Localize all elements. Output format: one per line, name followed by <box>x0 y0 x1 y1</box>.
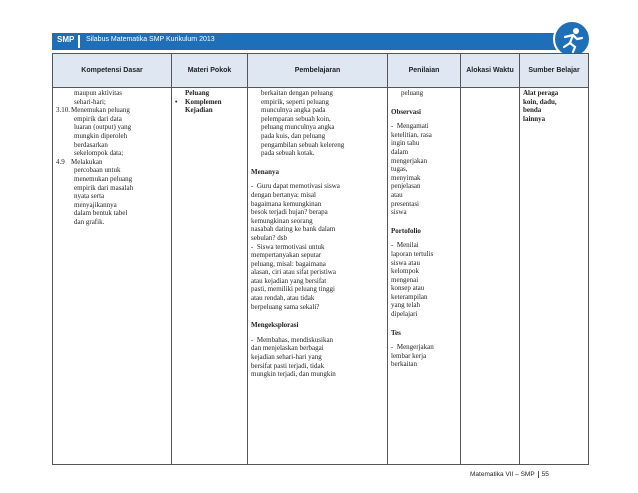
text-line: menemukan peluang <box>74 174 133 183</box>
dash-marker: - <box>391 122 397 131</box>
text-line: empirik dari masalah <box>74 183 134 192</box>
footer-text: Matematika VII – SMP <box>470 471 535 479</box>
text-line: ingin tahu <box>391 139 420 148</box>
menanya-item <box>251 182 384 242</box>
text-line: Menilai <box>396 241 419 250</box>
text-line: berkaitan <box>391 360 418 369</box>
text-line: ketelitian, rasa <box>391 130 432 139</box>
dash-marker: - <box>391 241 397 250</box>
header-title: Silabus Matematika SMP Kurikulum 2013 <box>86 36 215 43</box>
sumber-cell <box>520 88 589 465</box>
materi-item: Kejadian <box>185 106 213 115</box>
text-line: Membahas, mendiskusikan <box>256 335 334 344</box>
text-line: Mengerjakan <box>396 343 434 352</box>
text-line: lembar kerja <box>391 351 427 360</box>
col-header-pembelajaran: Pembelajaran <box>248 54 388 88</box>
materi-item: • Komplemen <box>175 97 222 106</box>
text-line: peluang, misal: bagaimana <box>251 259 326 268</box>
text-line: siswa <box>391 208 407 217</box>
footer <box>470 471 549 478</box>
header-badge: SMP <box>57 35 75 44</box>
text-line: Mengamati <box>396 122 429 131</box>
observasi-list <box>391 122 457 217</box>
text-line: empirik, seperti peluang <box>261 97 329 106</box>
bullet-icon: • <box>175 97 178 106</box>
col-header-penilaian: Penilaian <box>388 54 461 88</box>
col-header-kompetensi: Kompetensi Dasar <box>53 54 172 88</box>
text-line: kelompok <box>391 267 419 276</box>
text-line: 3.10.Menemukan peluang <box>56 106 130 115</box>
text-line: siswa atau <box>391 258 420 267</box>
text-line: nyata serta <box>74 192 105 201</box>
table-row <box>53 88 589 465</box>
text-line: presentasi <box>391 199 419 208</box>
text-line: bagaimana kemungkinan <box>251 199 322 208</box>
pembelajaran-intro <box>251 89 384 158</box>
text-line: sehari-hari; <box>74 97 106 106</box>
tes-item <box>391 343 457 369</box>
text-line: penjelasan <box>391 182 421 191</box>
menanya-heading: Menanya <box>251 167 279 176</box>
text-line: sebulan? dsb <box>251 233 287 242</box>
text-line: berpeluang sama sekali? <box>251 302 320 311</box>
footer-divider <box>538 471 539 478</box>
kompetensi-item <box>56 89 168 106</box>
text-line: menyimak <box>391 173 421 182</box>
materi-cell <box>172 88 248 465</box>
text-line: mungkin terjadi, dan mungkin <box>251 370 336 379</box>
portofolio-item <box>391 241 457 318</box>
dash-marker: - <box>251 182 257 191</box>
kompetensi-number: 4.9 <box>56 157 65 166</box>
text-line: dalam bentuk tabel <box>74 209 128 218</box>
menanya-list <box>251 182 384 311</box>
text-line: luaran (output) yang <box>74 123 132 132</box>
pembelajaran-cell <box>248 88 388 465</box>
text-line: besok terjadi hujan? berapa <box>251 208 328 217</box>
text-line: pelemparan sebuah koin, <box>261 114 331 123</box>
text-line: mungkin diperoleh <box>74 131 128 140</box>
col-header-sumber: Sumber Belajar <box>520 54 589 88</box>
text-line: laporan tertulis <box>391 249 434 258</box>
text-line: pada sebuah kotak. <box>261 149 315 158</box>
text-line: konsep atau <box>391 284 425 293</box>
portofolio-list <box>391 241 457 318</box>
col-header-materi: Materi Pokok <box>172 54 248 88</box>
text-line: mengerjakan <box>391 156 428 165</box>
text-line: bersifat pasti terjadi, tidak <box>251 361 325 370</box>
dash-marker: - <box>251 242 257 251</box>
text-line: Guru dapat memotivasi siswa <box>256 182 340 191</box>
text-line: yang telah <box>391 301 420 310</box>
text-line: atau rendah, atau tidak <box>251 294 315 303</box>
text-line: kemungkinan seorang <box>251 216 313 225</box>
text-line: pada kuis, dan peluang <box>261 131 326 140</box>
text-line: atau kejadian yang bersifat <box>251 276 327 285</box>
materi-item: Peluang <box>185 89 210 97</box>
text-line: tugas, <box>391 165 408 174</box>
text-line: berkaitan dengan peluang <box>261 89 333 97</box>
penilaian-intro <box>391 89 457 98</box>
alokasi-cell <box>461 88 520 465</box>
text-line: kejadian sehari-hari yang <box>251 353 322 362</box>
sumber-line: benda <box>523 106 542 115</box>
sumber-line: Alat peraga <box>523 89 559 97</box>
dash-marker: - <box>251 335 257 344</box>
text-line: peluang <box>401 89 424 97</box>
text-line: dengan bertanya: misal <box>251 190 316 199</box>
text-line: alasan, ciri atau sifat peristiwa <box>251 268 336 277</box>
penilaian-cell <box>388 88 461 465</box>
text-line: berdasarkan <box>74 140 108 149</box>
text-line: dalam <box>391 147 409 156</box>
text-line: Siswa termotivasi untuk <box>256 242 325 251</box>
text-line: nasabah dating ke bank dalam <box>251 225 336 234</box>
text-line: dan menjelaskan berbagai <box>251 344 324 353</box>
observasi-item <box>391 122 457 217</box>
text-line: mengenai <box>391 275 419 284</box>
text-line: dipelajari <box>391 310 418 319</box>
text-line: maupun aktivitas <box>74 89 123 97</box>
eksplorasi-list <box>251 336 384 379</box>
text-line: 4.9 Melakukan <box>56 157 103 166</box>
text-line: mempertanyakan seputar <box>251 251 322 260</box>
kompetensi-item <box>56 158 168 227</box>
page-number: 55 <box>541 471 549 479</box>
observasi-heading: Observasi <box>391 107 421 116</box>
sumber-line: koin, dadu, <box>523 97 557 106</box>
syllabus-table <box>52 53 589 465</box>
kompetensi-cell <box>53 88 172 465</box>
text-line: dan grafik. <box>74 217 105 226</box>
text-line: munculnya angka pada <box>261 106 326 115</box>
text-line: empirik dari data <box>74 114 122 123</box>
kompetensi-number: 3.10. <box>56 106 70 115</box>
menanya-item <box>251 243 384 312</box>
tes-heading: Tes <box>391 328 401 337</box>
text-line: keterampilan <box>391 292 428 301</box>
text-line: menyajikannya <box>74 200 117 209</box>
text-line: pengambilan sebuah kelereng <box>261 140 345 149</box>
header-divider <box>78 35 80 48</box>
text-line: percobaan untuk <box>74 166 121 175</box>
portofolio-heading: Portofolio <box>391 226 421 235</box>
kompetensi-item <box>56 106 168 158</box>
header-bar <box>52 33 588 50</box>
dash-marker: - <box>391 343 397 352</box>
text-line: atau <box>391 190 403 199</box>
col-header-alokasi: Alokasi Waktu <box>461 54 520 88</box>
eksplorasi-item <box>251 336 384 379</box>
text-line: pasti, memiliki peluang tinggi <box>251 285 335 294</box>
sumber-line: lainnya <box>523 114 546 123</box>
text-line: peluang munculnya angka <box>261 123 335 132</box>
table-header-row <box>53 54 589 88</box>
text-line: sekelompok data; <box>74 149 124 158</box>
eksplorasi-heading: Mengeksplorasi <box>251 321 299 330</box>
tes-list <box>391 343 457 369</box>
